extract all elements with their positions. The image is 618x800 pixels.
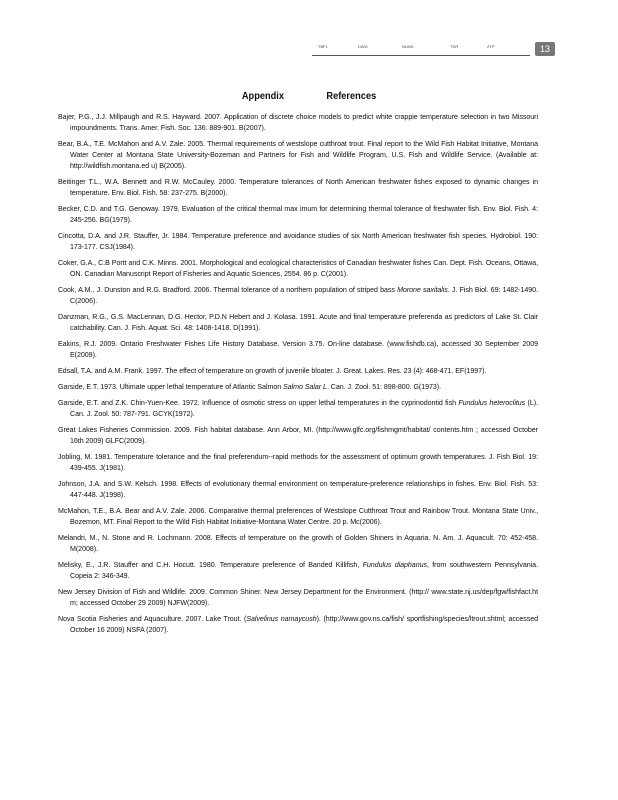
reference-entry — [58, 258, 538, 280]
header-item: TBF1 — [318, 44, 328, 49]
header-item: NLWD — [402, 44, 414, 49]
reference-entry — [58, 560, 538, 582]
reference-text: Melisky, E., J.R. Stauffer and C.H. Hocutt. 1980. Temperature preference of Banded Killifish, — [58, 560, 363, 569]
title-appendix: Appendix — [241, 90, 284, 102]
header-item: DWG — [358, 44, 368, 49]
reference-text: Melandri, M., N. Stone and R. Lochmann. 2008. Effects of temperature on the growth of Golden Shiners in Aquaria. N. Am. J. Aquacult. 70: 452-458. M(2008). — [58, 533, 538, 553]
reference-text-tail: ). (http://www.gov.ns.ca/fish/ sportfishing/species/ltrout.shtml; accessed October 16 2009) NSFA (2007). — [70, 614, 538, 634]
reference-text: Johnson, J.A. and S.W. Kelsch. 1998. Effects of evolutionary thermal environment on temperature-preference relationships in fishes. Env. Biol. Fish. 53: 447-448. J(1998). — [58, 479, 538, 499]
reference-text: Beitinger T.L., W.A. Bennett and R.W. McCauley. 2000. Temperature tolerances of North American freshwater fishes exposed to dynamic changes in temperature. Env. Biol. Fish. 58: 237-275. B(2000). — [58, 178, 538, 198]
reference-text: Danzman, R.G., G.S. MacLennan, D.G. Hector, P.D.N Hebert and J. Kolasa. 1991. Acute and final temperature preferenda as predictors of Lake St. Clair catchability. Can. J. Fish. Aquat. Sci. 48: 1408-1418. D(1991). — [58, 313, 538, 333]
reference-text-tail: (L). Can. J. Zool. 50: 787-791. GCYK(1972). — [70, 398, 538, 418]
reference-text: Edsall, T.A. and A.M. Frank. 1997. The effect of temperature on growth of juvenile bloater. J. Great. Lakes. Res. 23 (4): 468-471. EF(1997). — [58, 367, 487, 376]
species-name: Salmo Salar L — [283, 383, 327, 391]
reference-text: McMahon, T.E., B.A. Bear and A.V. Zale. 2006. Comparative thermal preferences of Westslope Cutthroat Trout and Rainbow Trout. Montana State Univ., Bozemon, MT. Final Report to the Wild Fish Habitat Initiative-Montana Water Centre. 20 p. Mc(2006). — [58, 506, 538, 526]
species-name: Morone saxitalis — [397, 286, 448, 295]
species-name: Fundulus heteroclitus — [458, 398, 526, 407]
reference-text: Bajer, P.G., J.J. Millpaugh and R.S. Hayward. 2007. Application of discrete choice models to predict white crappie temperature selection in two Missouri impoundments. Trans. Amer. Fish. Soc. 136: 889-901. B(2007). — [58, 113, 538, 133]
header-item: ZTP — [487, 44, 495, 49]
reference-text: Coker, G.A., C.B Portt and C.K. Minns. 2001. Morphological and ecological characteristics of Canadian freshwater fishes Can. Dept. Fish. Oceans, Ottawa, ON. Canadian Manuscript Report of Fisheries and Aquatic Sciences, 2554. 86 p. C(2001). — [58, 259, 538, 279]
species-name: Fundulus diaphanus — [362, 560, 427, 569]
reference-text: Eakins, R.J. 2009. Ontario Freshwater Fishes Life History Database. Version 3.75. On-line database. (www.fishdb.ca), accessed 30 September 2009 E(2009). — [58, 340, 538, 360]
reference-text: Jobling, M. 1981. Temperature tolerance and the final preferendum--rapid methods for the assessment of optimum growth temperatures. J. Fish Biol. 19: 439-455. J(1981). — [58, 452, 538, 472]
reference-entry — [58, 425, 538, 447]
title-references: References — [326, 90, 376, 102]
reference-entry — [58, 479, 538, 501]
reference-text: Garside, E.T. 1973. Ultimate upper lethal temperature of Atlantic Salmon — [58, 383, 284, 391]
reference-text: New Jersey Division of Fish and Wildlife. 2009. Common Shiner. New Jersey Department for the Environment. (http:// www.state.nj.us/dep/fgw/fishfact.ht m; accessed October 29 2009) NJFW(2009). — [58, 587, 538, 607]
reference-entry — [58, 366, 538, 377]
species-name: Salvelinus namaycush — [246, 614, 317, 623]
reference-list — [58, 112, 538, 641]
page-title — [0, 86, 618, 104]
reference-text: Cincotta, D.A. and J.R. Stauffer, Jr. 1984. Temperature preference and avoidance studies of six North American freshwater fish species. Hydrobiol. 190: 173-177. CSJ(1984). — [58, 232, 538, 252]
reference-text-tail: . Can. J. Zool. 51: 898-800. G(1973). — [326, 383, 442, 391]
reference-entry — [58, 177, 538, 199]
reference-entry — [58, 533, 538, 555]
reference-entry — [58, 452, 538, 474]
reference-entry — [58, 139, 538, 173]
reference-text-tail: . J. Fish Biol. 69: 1482-1490. C(2006). — [70, 286, 538, 306]
header-item: TDR — [450, 44, 459, 49]
reference-text: Nova Scotia Fisheries and Aquaculture. 2007. Lake Trout. ( — [58, 614, 247, 623]
reference-text: Bear, B.A., T.E. McMahon and A.V. Zale. 2005. Thermal requirements of westslope cutthroat trout. Final report to the Wild Fish Habitat Initiative, Montana Water Center at Montana State University-Bozeman and Partners for Fish and Wildlife Program, U.S. Fish and Wildlife Service. (Available at: http://wildfish.montana.ed u) B(2005). — [58, 140, 538, 171]
reference-entry — [58, 614, 538, 636]
reference-text: Great Lakes Fisheries Commission. 2009. Fish habitat database. Ann Arbor, MI. (http://www.glfc.org/fishmgmt/habitat/ contents.htm ; accessed October 16th 2009) GLFC(2009). — [58, 425, 538, 445]
reference-text-tail: , from southwestern Pennsylvania. Copeia 2: 346-349. — [70, 560, 539, 580]
page-number-badge: 13 — [535, 42, 555, 56]
reference-entry — [58, 339, 538, 361]
reference-entry — [58, 204, 538, 226]
reference-text: Cook, A.M., J. Dunston and R.G. Bradford. 2006. Thermal tolerance of a northern population of striped bass — [58, 286, 398, 295]
reference-entry — [58, 506, 538, 528]
reference-entry — [58, 382, 538, 393]
reference-entry — [58, 312, 538, 334]
reference-text: Garside, E.T. and Z.K. Chin-Yuen-Kee. 1972. Influence of osmotic stress on upper lethal temperatures in the cyprinodontid fish — [58, 398, 459, 407]
reference-entry — [58, 112, 538, 134]
header-rule — [312, 55, 530, 56]
reference-entry — [58, 398, 538, 420]
reference-text: Becker, C.D. and T.G. Genoway. 1979. Evaluation of the critical thermal max imum for determining thermal tolerance of freshwater fish. Env. Biol. Fish. 4: 245-256. BG(1979). — [58, 205, 538, 225]
reference-entry — [58, 587, 538, 609]
reference-entry — [58, 231, 538, 253]
reference-entry — [58, 285, 538, 307]
